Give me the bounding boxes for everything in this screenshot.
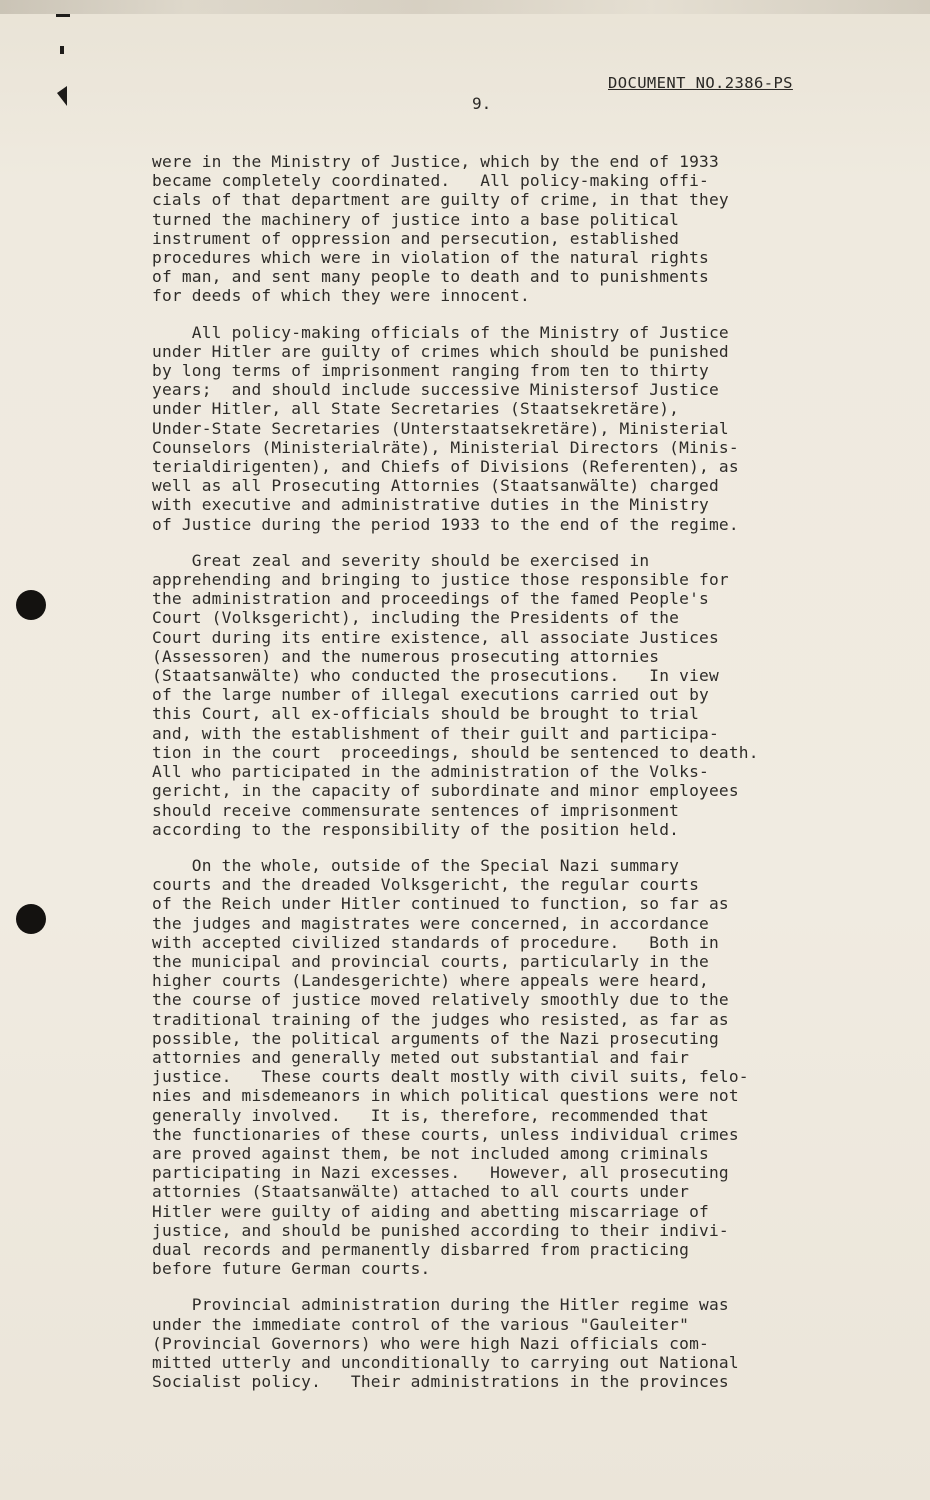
text-line: cials of that department are guilty of crime, in that they <box>152 190 729 210</box>
punch-hole-lower <box>16 904 46 934</box>
text-line: by long terms of imprisonment ranging from ten to thirty <box>152 361 709 381</box>
text-line: the municipal and provincial courts, particularly in the <box>152 951 709 971</box>
text-line: (Assessoren) and the numerous prosecuting attornies <box>152 646 660 666</box>
text-line: before future German courts. <box>152 1259 431 1279</box>
page-top-edge <box>0 0 930 14</box>
text-line: years; and should include successive Ministersof Justice <box>152 380 719 400</box>
text-line: under Hitler are guilty of crimes which should be punished <box>152 341 729 361</box>
text-line: Provincial administration during the Hitler regime was <box>152 1295 729 1315</box>
text-line: higher courts (Landesgerichte) where appeals were heard, <box>152 971 709 991</box>
text-line: of the large number of illegal executions carried out by <box>152 685 709 705</box>
text-line: dual records and permanently disbarred from practicing <box>152 1239 690 1259</box>
text-line: should receive commensurate sentences of imprisonment <box>152 800 680 820</box>
text-line: gericht, in the capacity of subordinate and minor employees <box>152 781 739 801</box>
text-line: Court during its entire existence, all associate Justices <box>152 627 719 647</box>
left-margin-mark <box>60 46 64 54</box>
paragraph <box>152 551 852 839</box>
text-line: became completely coordinated. All policy-making offi- <box>152 171 709 191</box>
text-line: nies and misdemeanors in which political questions were not <box>152 1086 739 1106</box>
text-line: justice, and should be punished according to their indivi- <box>152 1220 729 1240</box>
left-margin-arrow-mark <box>57 86 67 106</box>
text-line: under Hitler, all State Secretaries (Staatsekretäre), <box>152 399 680 419</box>
punch-hole-upper <box>16 590 46 620</box>
paragraph <box>152 856 852 1278</box>
page-number: 9. <box>472 94 492 113</box>
text-line: tion in the court proceedings, should be sentenced to death. <box>152 742 759 762</box>
text-line: justice. These courts dealt mostly with civil suits, felo- <box>152 1067 749 1087</box>
text-line: the administration and proceedings of the famed People's <box>152 589 709 609</box>
text-line: with executive and administrative duties in the Ministry <box>152 495 709 515</box>
text-line: (Staatsanwälte) who conducted the prosecutions. In view <box>152 666 719 686</box>
text-line: possible, the political arguments of the Nazi prosecuting <box>152 1028 719 1048</box>
text-line: according to the responsibility of the position held. <box>152 819 680 839</box>
text-line: mitted utterly and unconditionally to carrying out National <box>152 1352 739 1372</box>
top-left-mark <box>56 14 70 17</box>
text-line: courts and the dreaded Volksgericht, the regular courts <box>152 875 700 895</box>
text-line: the course of justice moved relatively smoothly due to the <box>152 990 729 1010</box>
paragraph <box>152 1295 852 1391</box>
text-line: Great zeal and severity should be exercised in <box>152 550 650 570</box>
text-line: All policy-making officials of the Ministry of Justice <box>152 322 729 342</box>
text-line: under the immediate control of the various "Gauleiter" <box>152 1314 690 1334</box>
text-line: Counselors (Ministerialräte), Ministerial Directors (Minis- <box>152 437 739 457</box>
text-line: Under-State Secretaries (Unterstaatsekretäre), Ministerial <box>152 418 729 438</box>
text-line: attornies and generally meted out substantial and fair <box>152 1047 690 1067</box>
text-line: turned the machinery of justice into a base political <box>152 209 680 229</box>
document-number: DOCUMENT NO.2386-PS <box>608 74 793 92</box>
text-line: attornies (Staatsanwälte) attached to all courts under <box>152 1182 690 1202</box>
text-line: instrument of oppression and persecution, established <box>152 228 680 248</box>
text-line: were in the Ministry of Justice, which by the end of 1933 <box>152 152 719 171</box>
text-line: generally involved. It is, therefore, recommended that <box>152 1105 709 1125</box>
text-line: On the whole, outside of the Special Nazi summary <box>152 855 680 875</box>
text-line: the functionaries of these courts, unless individual crimes <box>152 1124 739 1144</box>
text-line: of Justice during the period 1933 to the end of the regime. <box>152 514 739 534</box>
text-line: and, with the establishment of their guilt and participa- <box>152 723 719 743</box>
text-line: the judges and magistrates were concerned, in accordance <box>152 913 709 933</box>
text-line: terialdirigenten), and Chiefs of Divisions (Referenten), as <box>152 457 739 477</box>
text-line: apprehending and bringing to justice those responsible for <box>152 570 729 590</box>
text-line: of the Reich under Hitler continued to function, so far as <box>152 894 729 914</box>
paragraph <box>152 152 852 306</box>
text-line: well as all Prosecuting Attornies (Staatsanwälte) charged <box>152 476 719 496</box>
text-line: this Court, all ex-officials should be brought to trial <box>152 704 700 724</box>
text-line: with accepted civilized standards of procedure. Both in <box>152 932 719 952</box>
paragraph <box>152 323 852 534</box>
body-text <box>152 152 852 1408</box>
text-line: procedures which were in violation of the natural rights <box>152 248 709 268</box>
text-line: are proved against them, be not included among criminals <box>152 1143 709 1163</box>
text-line: participating in Nazi excesses. However, all prosecuting <box>152 1163 729 1183</box>
text-line: of man, and sent many people to death and to punishments <box>152 267 709 287</box>
text-line: traditional training of the judges who resisted, as far as <box>152 1009 729 1029</box>
text-line: All who participated in the administration of the Volks- <box>152 762 709 782</box>
text-line: Court (Volksgericht), including the Presidents of the <box>152 608 680 628</box>
text-line: Hitler were guilty of aiding and abetting miscarriage of <box>152 1201 709 1221</box>
text-line: (Provincial Governors) who were high Nazi officials com- <box>152 1333 709 1353</box>
text-line: for deeds of which they were innocent. <box>152 286 530 306</box>
text-line: Socialist policy. Their administrations in the provinces <box>152 1372 729 1392</box>
